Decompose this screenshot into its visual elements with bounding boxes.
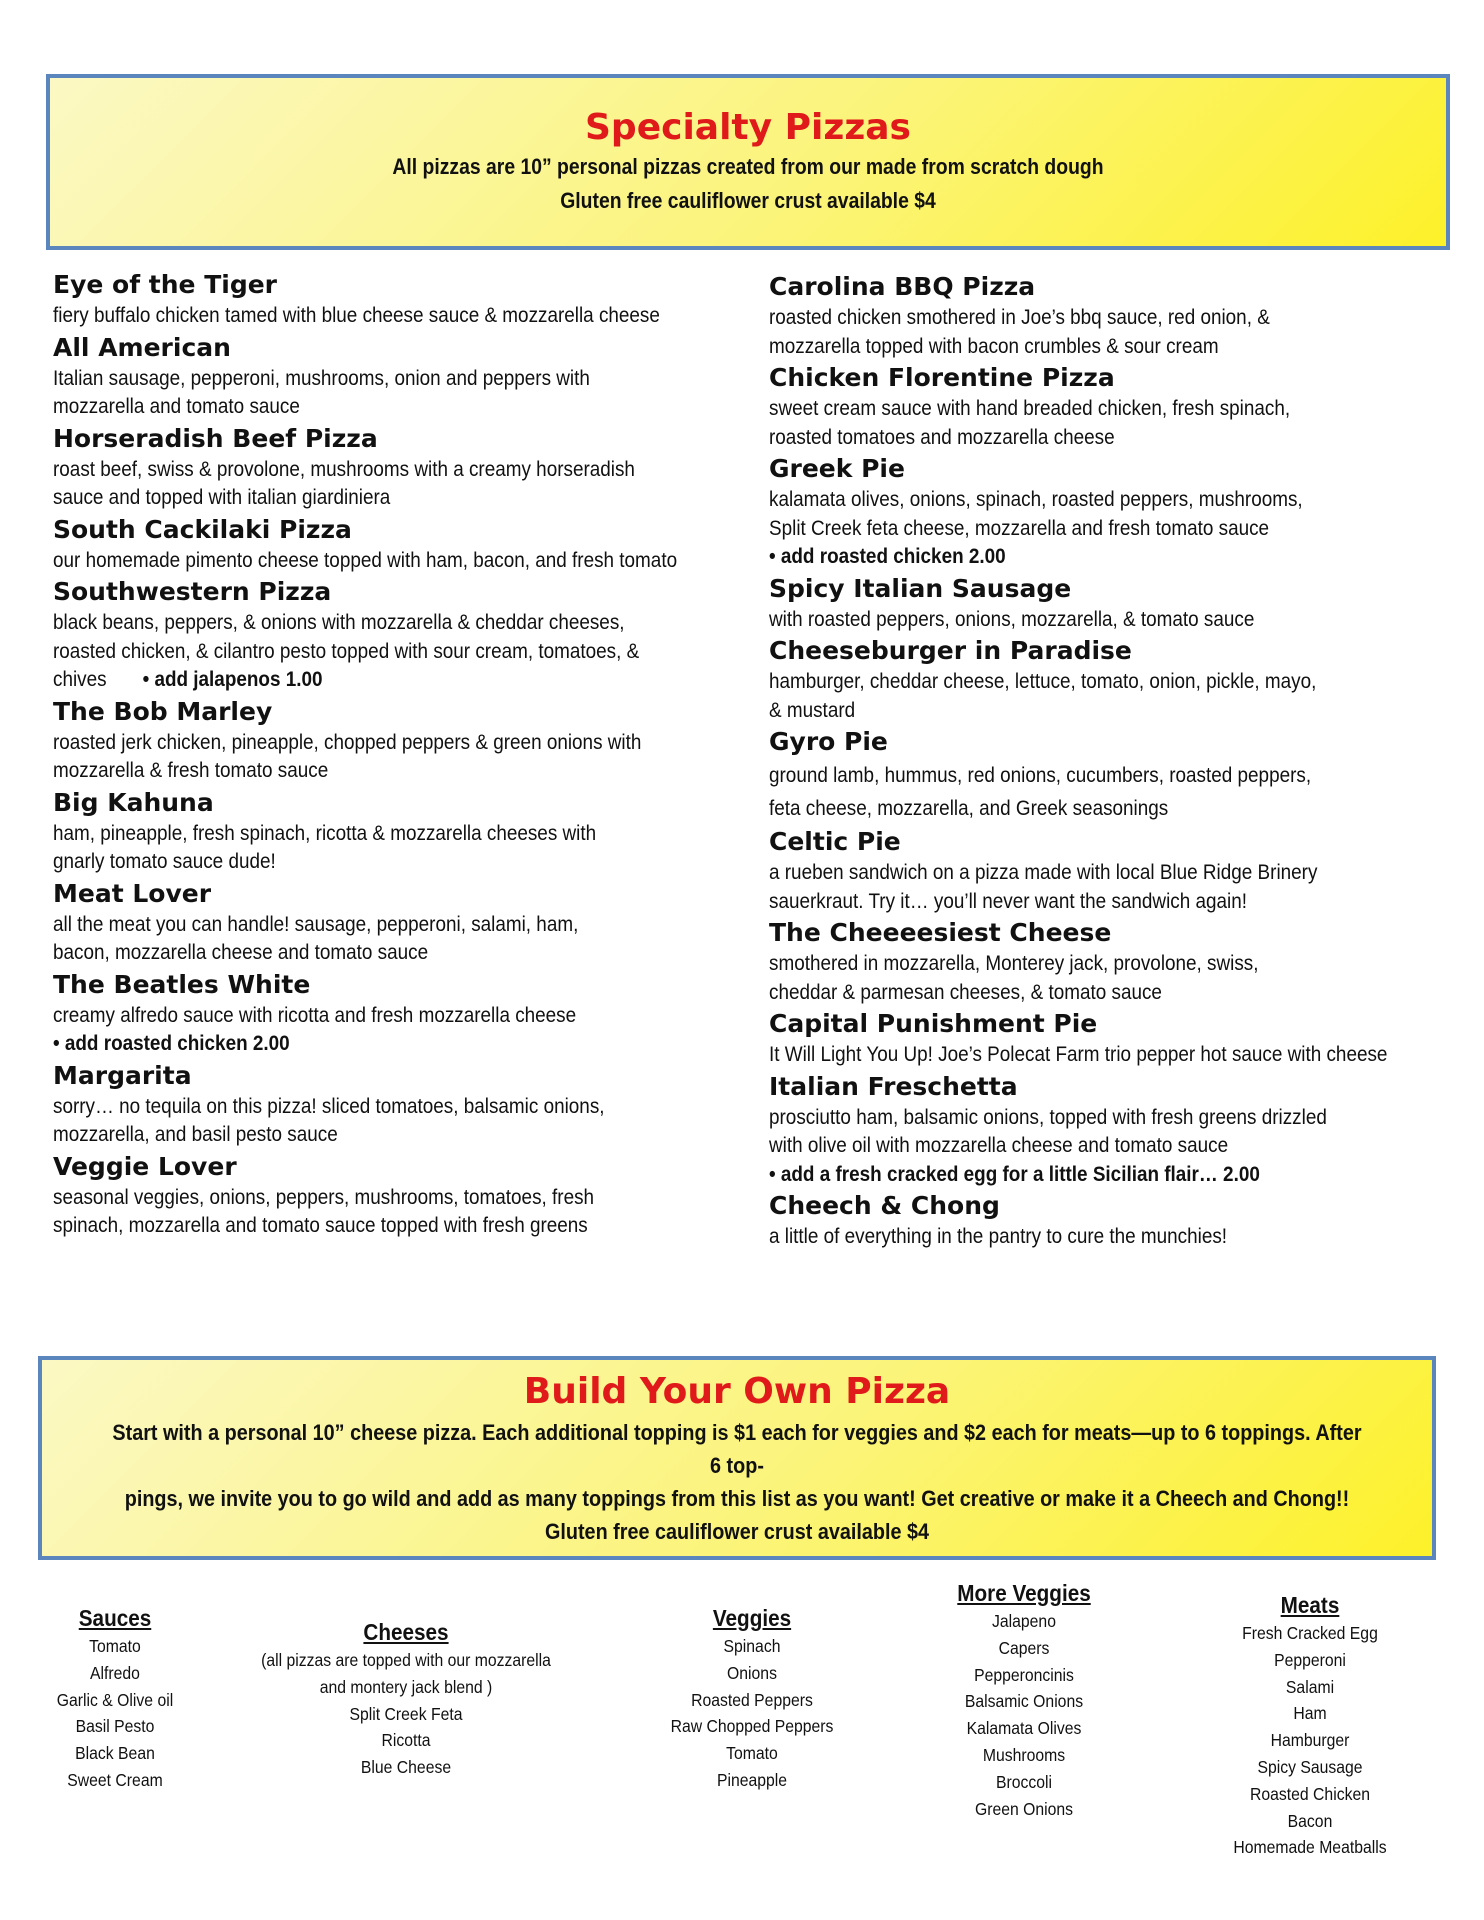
topping-item: Roasted Peppers: [691, 1689, 813, 1710]
cheeses-note-line2: and montery jack blend ): [319, 1676, 493, 1697]
topping-item: Jalapeno: [992, 1611, 1056, 1631]
sauces-heading: Sauces: [78, 1605, 152, 1631]
topping-item: Broccoli: [995, 1771, 1053, 1792]
cheeses-list: [236, 1617, 576, 1781]
topping-item: Blue Cheese: [360, 1757, 452, 1778]
menu-item-addon: • add roasted chicken 2.00: [769, 545, 1006, 568]
menu-item: [53, 1150, 733, 1241]
build-title: Build Your Own Pizza: [523, 1371, 951, 1412]
menu-item-description-text: roasted chicken smothered in Joe’s bbq sauce, red onion, & mozzarella topped with bacon crumbles & sour cream: [769, 306, 1270, 358]
menu-item: [53, 786, 733, 877]
menu-item-description: [53, 1002, 732, 1031]
menu-item-description-text: sorry… no tequila on this pizza! sliced tomatoes, balsamic onions, mozzarella, and basil pesto sauce: [53, 1094, 605, 1146]
veggies-heading: Veggies: [712, 1605, 792, 1631]
menu-item-name: Carolina BBQ Pizza: [769, 272, 1036, 301]
menu-item: [769, 825, 1449, 916]
menu-item-name: Capital Punishment Pie: [769, 1009, 1098, 1038]
menu-item-description: [769, 1041, 1448, 1070]
menu-item-description: [769, 668, 1448, 725]
menu-item: [769, 725, 1449, 825]
specialty-subtitle-size: All pizzas are 10” personal pizzas created from our made from scratch dough: [392, 154, 1104, 179]
menu-item: [53, 575, 733, 695]
menu-item-name: Veggie Lover: [53, 1151, 237, 1181]
topping-item: Tomato: [726, 1743, 778, 1764]
specialty-banner: [46, 74, 1450, 250]
menu-item-name: The Beatles White: [53, 969, 311, 999]
topping-item: Ham: [1293, 1703, 1327, 1724]
menu-item: [769, 270, 1449, 361]
menu-item-addon: • add roasted chicken 2.00: [53, 1032, 290, 1055]
topping-item: Pepperoncinis: [974, 1664, 1074, 1685]
topping-item: Homemade Meatballs: [1233, 1837, 1387, 1858]
menu-item-description-text: It Will Light You Up! Joe’s Polecat Farm trio pepper hot sauce with cheese: [769, 1043, 1388, 1066]
topping-item: Bacon: [1287, 1810, 1333, 1831]
menu-item-name: Italian Freschetta: [769, 1071, 1018, 1101]
menu-item-description: [769, 486, 1448, 543]
menu-item-name: Eye of the Tiger: [53, 270, 277, 299]
menu-item-description-text: a rueben sandwich on a pizza made with local Blue Ridge Brinery sauerkraut. Try it… you’ll never want the sandwich again!: [769, 861, 1318, 913]
topping-item: Pineapple: [716, 1769, 788, 1790]
menu-item: [769, 1070, 1449, 1190]
menu-item-description-text: our homemade pimento cheese topped with ham, bacon, and fresh tomato: [53, 548, 678, 572]
menu-item-name: Chicken Florentine Pizza: [769, 363, 1115, 392]
menu-item-description-text: all the meat you can handle! sausage, pepperoni, salami, ham, bacon, mozzarella cheese and tomato sauce: [53, 912, 579, 964]
menu-item-name: Southwestern Pizza: [53, 577, 332, 606]
menu-item-description-text: creamy alfredo sauce with ricotta and fresh mozzarella cheese: [53, 1003, 577, 1027]
menu-item-description: [53, 456, 732, 513]
menu-item-description: [53, 609, 732, 695]
topping-item: Capers: [998, 1637, 1050, 1658]
menu-item-description: [53, 302, 732, 331]
menu-item-description-text: smothered in mozzarella, Monterey jack, provolone, swiss, cheddar & parmesan cheeses, & tomato sauce: [769, 952, 1259, 1004]
topping-item: Salami: [1285, 1676, 1335, 1697]
topping-item: Roasted Chicken: [1250, 1783, 1370, 1804]
cheeses-note-line1: (all pizzas are topped with our mozzarella: [261, 1650, 551, 1670]
menu-item: [769, 452, 1449, 572]
menu-item-description-text: hamburger, cheddar cheese, lettuce, tomato, onion, pickle, mayo, & mustard: [769, 670, 1317, 722]
topping-item: Onions: [727, 1662, 777, 1683]
meats-list: [1200, 1590, 1420, 1861]
menu-item-name: Cheech & Chong: [769, 1191, 1000, 1220]
menu-item-description-text: black beans, peppers, & onions with mozzarella & cheddar cheeses, roasted chicken, & cilantro pesto topped with sour cream, tomatoes, & chives: [53, 611, 640, 691]
menu-item: [769, 1189, 1449, 1252]
menu-item-description-text: fiery buffalo chicken tamed with blue cheese sauce & mozzarella cheese: [53, 304, 660, 327]
menu-item-description: [769, 606, 1448, 635]
menu-item-description: [769, 1104, 1448, 1161]
menu-item-name: All American: [53, 332, 231, 362]
menu-item-description-text: with roasted peppers, onions, mozzarella, & tomato sauce: [769, 607, 1255, 631]
menu-item-description-text: kalamata olives, onions, spinach, roasted peppers, mushrooms, Split Creek feta cheese, mozzarella and fresh tomato sauce: [769, 488, 1303, 540]
topping-item: Green Onions: [974, 1798, 1074, 1819]
menu-item-description: [769, 950, 1448, 1007]
menu-item-description: [769, 395, 1448, 452]
topping-item: Split Creek Feta: [349, 1703, 463, 1724]
menu-item: [53, 1059, 733, 1150]
menu-item-description: [769, 759, 1448, 825]
menu-item-description-text: roasted jerk chicken, pineapple, chopped peppers & green onions with mozzarella & fresh tomato sauce: [53, 730, 642, 782]
topping-item: Kalamata Olives: [966, 1718, 1082, 1739]
topping-item: Balsamic Onions: [964, 1691, 1084, 1712]
menu-item-description: [53, 729, 732, 786]
topping-item: Raw Chopped Peppers: [670, 1716, 834, 1737]
menu-item-name: Margarita: [53, 1060, 192, 1090]
menu-item-description: [53, 911, 732, 968]
menu-item-name: Gyro Pie: [769, 727, 888, 756]
menu-item-description-text: seasonal veggies, onions, peppers, mushrooms, tomatoes, fresh spinach, mozzarella and tomato sauce topped with fresh greens: [53, 1185, 595, 1237]
menu-item-name: Horseradish Beef Pizza: [53, 423, 378, 453]
sauces-list: [40, 1603, 190, 1794]
menu-item: [769, 634, 1449, 725]
topping-item: Tomato: [89, 1636, 141, 1656]
menu-item: [769, 361, 1449, 452]
menu-item-description: [53, 1093, 732, 1150]
menu-item-description: [769, 1223, 1448, 1252]
topping-item: Spicy Sausage: [1257, 1756, 1363, 1777]
menu-item-name: Celtic Pie: [769, 827, 901, 856]
more-veggies-heading: More Veggies: [957, 1580, 1091, 1606]
build-gluten-note: Gluten free cauliflower crust available $4: [544, 1519, 930, 1544]
menu-item-name: Meat Lover: [53, 878, 212, 908]
menu-item: [769, 572, 1449, 635]
menu-item-description-text: sweet cream sauce with hand breaded chicken, fresh spinach, roasted tomatoes and mozzarella cheese: [769, 397, 1291, 449]
menu-item-name: The Bob Marley: [53, 696, 273, 726]
menu-item: [53, 268, 733, 331]
menu-item-description: [53, 820, 732, 877]
specialty-left-column: [53, 268, 733, 1241]
specialty-subtitle-gluten: Gluten free cauliflower crust available $4: [560, 188, 936, 213]
menu-item-description: [53, 547, 732, 576]
build-desc-line2: pings, we invite you to go wild and add as many toppings from this list as you want! Get creative or make it a Cheech and Chong!!: [124, 1486, 1350, 1511]
menu-item-description: [53, 1184, 732, 1241]
topping-item: Garlic & Olive oil: [56, 1689, 174, 1710]
menu-item: [53, 513, 733, 576]
menu-item-description-text: a little of everything in the pantry to cure the munchies!: [769, 1225, 1228, 1248]
cheeses-heading: Cheeses: [363, 1619, 449, 1645]
menu-item: [53, 331, 733, 422]
specialty-right-column: [769, 270, 1449, 1252]
topping-item: Mushrooms: [982, 1744, 1066, 1765]
topping-item: Basil Pesto: [75, 1716, 155, 1737]
topping-item: Sweet Cream: [67, 1769, 163, 1790]
menu-item: [53, 422, 733, 513]
menu-item-description-text: Italian sausage, pepperoni, mushrooms, onion and peppers with mozzarella and tomato sauce: [53, 366, 590, 418]
menu-item-name: Greek Pie: [769, 454, 905, 483]
specialty-title: Specialty Pizzas: [585, 107, 911, 148]
more-veggies-list: [924, 1578, 1124, 1822]
menu-item: [769, 916, 1449, 1007]
build-banner: [38, 1356, 1436, 1560]
menu-item-description: [53, 365, 732, 422]
menu-item-description: [769, 859, 1448, 916]
topping-item: Fresh Cracked Egg: [1242, 1623, 1378, 1643]
menu-item-description: [769, 304, 1448, 361]
menu-item-description-text: roast beef, swiss & provolone, mushrooms with a creamy horseradish sauce and topped with italian giardiniera: [53, 457, 635, 509]
menu-item-description-text: ground lamb, hummus, red onions, cucumbers, roasted peppers, feta cheese, mozzarella, and Greek seasonings: [769, 764, 1312, 820]
topping-item: Alfredo: [90, 1662, 140, 1683]
build-desc-line1: Start with a personal 10” cheese pizza. Each additional topping is $1 each for veggies and $2 each for meats—up to 6 toppings. After 6 top-: [112, 1420, 1362, 1478]
meats-heading: Meats: [1280, 1592, 1340, 1618]
menu-item-name: Cheeseburger in Paradise: [769, 636, 1132, 665]
menu-item-name: The Cheeeesiest Cheese: [769, 918, 1112, 947]
topping-item: Pepperoni: [1274, 1649, 1346, 1670]
topping-item: Black Bean: [75, 1743, 155, 1764]
topping-item: Ricotta: [381, 1730, 431, 1751]
menu-item-addon: • add a fresh cracked egg for a little Sicilian flair… 2.00: [769, 1162, 1260, 1186]
menu-item: [53, 968, 733, 1059]
menu-item-name: South Cackilaki Pizza: [53, 514, 352, 544]
menu-item-description-text: prosciutto ham, balsamic onions, topped with fresh greens drizzled with olive oil with mozzarella cheese and tomato sauce: [769, 1105, 1327, 1157]
menu-item: [53, 877, 733, 968]
menu-item-name: Big Kahuna: [53, 787, 214, 817]
menu-item-description-text: ham, pineapple, fresh spinach, ricotta & mozzarella cheeses with gnarly tomato sauce dude!: [53, 821, 597, 873]
menu-item: [53, 695, 733, 786]
menu-item-addon: • add jalapenos 1.00: [142, 668, 323, 691]
menu-item-name: Spicy Italian Sausage: [769, 573, 1072, 603]
veggies-list: [642, 1603, 862, 1794]
menu-item: [769, 1007, 1449, 1070]
topping-item: Hamburger: [1270, 1730, 1350, 1751]
topping-item: Spinach: [723, 1636, 781, 1656]
